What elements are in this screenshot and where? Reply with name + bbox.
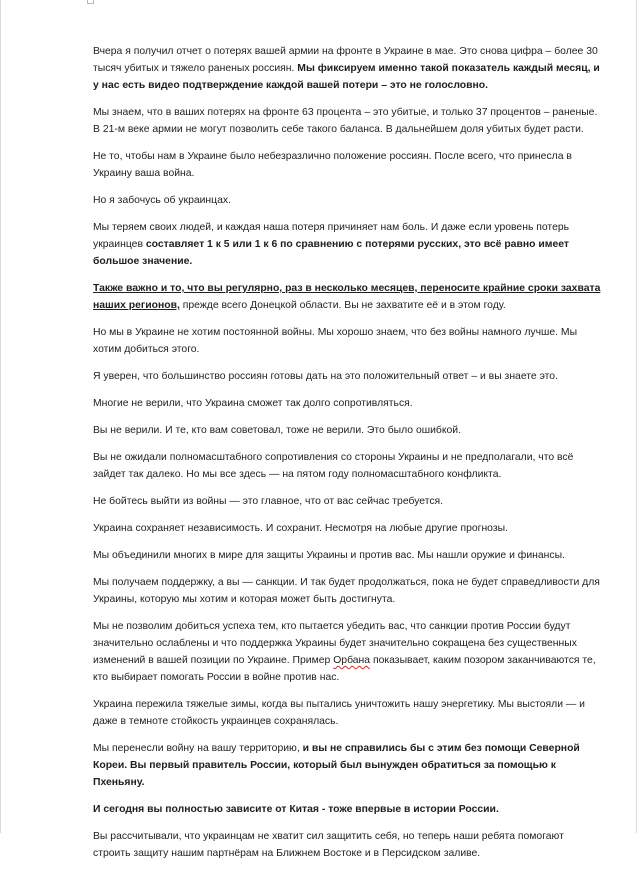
document-paragraph <box>93 192 601 209</box>
document-paragraph <box>93 493 601 510</box>
paragraph-text: Но мы в Украине не хотим постоянной войны. Мы хорошо знаем, что без войны намного лучше. Мы хотим добиться этого. <box>93 327 578 355</box>
document-paragraph <box>93 43 601 94</box>
paragraph-text: Но я забочусь об украинцах. <box>93 195 231 206</box>
document-paragraph <box>93 368 601 385</box>
document-body[interactable] <box>93 43 601 872</box>
document-paragraph <box>93 422 601 439</box>
paragraph-text: Мы знаем, что в ваших потерях на фронте 63 процента – это убитые, и только 37 процентов – раненые. В 21-м веке армии не могут позволить себе такого баланса. В дальнейшем доля убитых будет расти. <box>93 107 598 135</box>
document-paragraph <box>93 801 601 818</box>
bold-text: составляет 1 к 5 или 1 к 6 по сравнению с потерями русских, это всё равно имеет большое значение. <box>93 239 569 267</box>
document-paragraph <box>93 324 601 358</box>
paragraph-text: показывает, каким позором заканчиваются те, кто выбирает помогать России в войне против нас. <box>93 655 596 683</box>
document-paragraph <box>93 696 601 730</box>
document-paragraph <box>93 219 601 270</box>
paragraph-text: Украина пережила тяжелые зимы, когда вы пытались уничтожить нашу энергетику. Мы выстояли — и даже в темноте стойкость украинцев сохранялась. <box>93 699 585 727</box>
paragraph-text: Мы получаем поддержку, а вы — санкции. И так будет продолжаться, пока не будет справедливости для Украины, которую мы хотим и которая может быть достигнута. <box>93 577 600 605</box>
paragraph-text: Не бойтесь выйти из войны — это главное, что от вас сейчас требуется. <box>93 496 444 507</box>
bold-text: и вы не справились бы с этим без помощи Северной Кореи. Вы первый правитель России, который был вынужден обратиться за помощью к Пхеньяну. <box>93 743 580 788</box>
paragraph-text: Вы рассчитывали, что украинцам не хватит сил защитить себя, но теперь наши ребята помогают строить защиту нашим партнёрам на Ближнем Востоке и в Персидском заливе. <box>93 831 564 859</box>
paragraph-text: Не то, чтобы нам в Украине было небезразлично положение россиян. После всего, что принесла в Украину ваша война. <box>93 151 572 179</box>
document-paragraph <box>93 618 601 686</box>
paragraph-text: Вы не ожидали полномасштабного сопротивления со стороны Украины и не предполагали, что всё зайдет так далеко. Но мы все здесь — на пятом году полномасштабного конфликта. <box>93 452 574 480</box>
paragraph-text: Мы объединили многих в мире для защиты Украины и против вас. Мы нашли оружие и финансы. <box>93 550 565 561</box>
document-paragraph <box>93 828 601 862</box>
paragraph-text: прежде всего Донецкой области. Вы не захватите её и в этом году. <box>179 300 506 311</box>
document-paragraph <box>93 395 601 412</box>
document-paragraph <box>93 148 601 182</box>
bold-text: Мы фиксируем именно такой показатель каждый месяц, и у нас есть видео подтверждение каждой вашей потери – это не голословно. <box>93 63 600 91</box>
paragraph-text: Украина сохраняет независимость. И сохранит. Несмотря на любые другие прогнозы. <box>93 523 508 534</box>
document-paragraph <box>93 547 601 564</box>
document-paragraph <box>93 740 601 791</box>
document-paragraph <box>93 574 601 608</box>
document-paragraph <box>93 104 601 138</box>
paragraph-text: Мы теряем своих людей, и каждая наша потеря причиняет нам боль. И даже если уровень потерь украинцев <box>93 222 570 250</box>
bold-underlined-text: Также важно и то, что вы регулярно, раз в несколько месяцев, переносите крайние сроки захвата наших регионов, <box>93 283 601 311</box>
paragraph-text: Мы перенесли войну на вашу территорию, <box>93 743 303 754</box>
document-paragraph <box>93 520 601 537</box>
paragraph-text: Мы не позволим добиться успеха тем, кто пытается убедить вас, что санкции против России будут значительно ослаблены и что поддержка Украины будет значительно сокращена без существенных изменений в вашей позиции по Украине. Пример <box>93 621 577 666</box>
paragraph-text: Многие не верили, что Украина сможет так долго сопротивляться. <box>93 398 413 409</box>
document-paragraph <box>93 449 601 483</box>
page-margin-corner-mark <box>87 0 94 4</box>
paragraph-text: Вчера я получил отчет о потерях вашей армии на фронте в Украине в мае. Это снова цифра – более 30 тысяч убитых и тяжело раненых россиян. <box>93 46 598 74</box>
paragraph-text: Я уверен, что большинство россиян готовы дать на это положительный ответ – и вы знаете это. <box>93 371 558 382</box>
document-paragraph <box>93 280 601 314</box>
paragraph-text: Вы не верили. И те, кто вам советовал, тоже не верили. Это было ошибкой. <box>93 425 461 436</box>
spellcheck-flagged-word: Орбана <box>333 655 371 666</box>
bold-text: И сегодня вы полностью зависите от Китая - тоже впервые в истории России. <box>93 804 499 815</box>
